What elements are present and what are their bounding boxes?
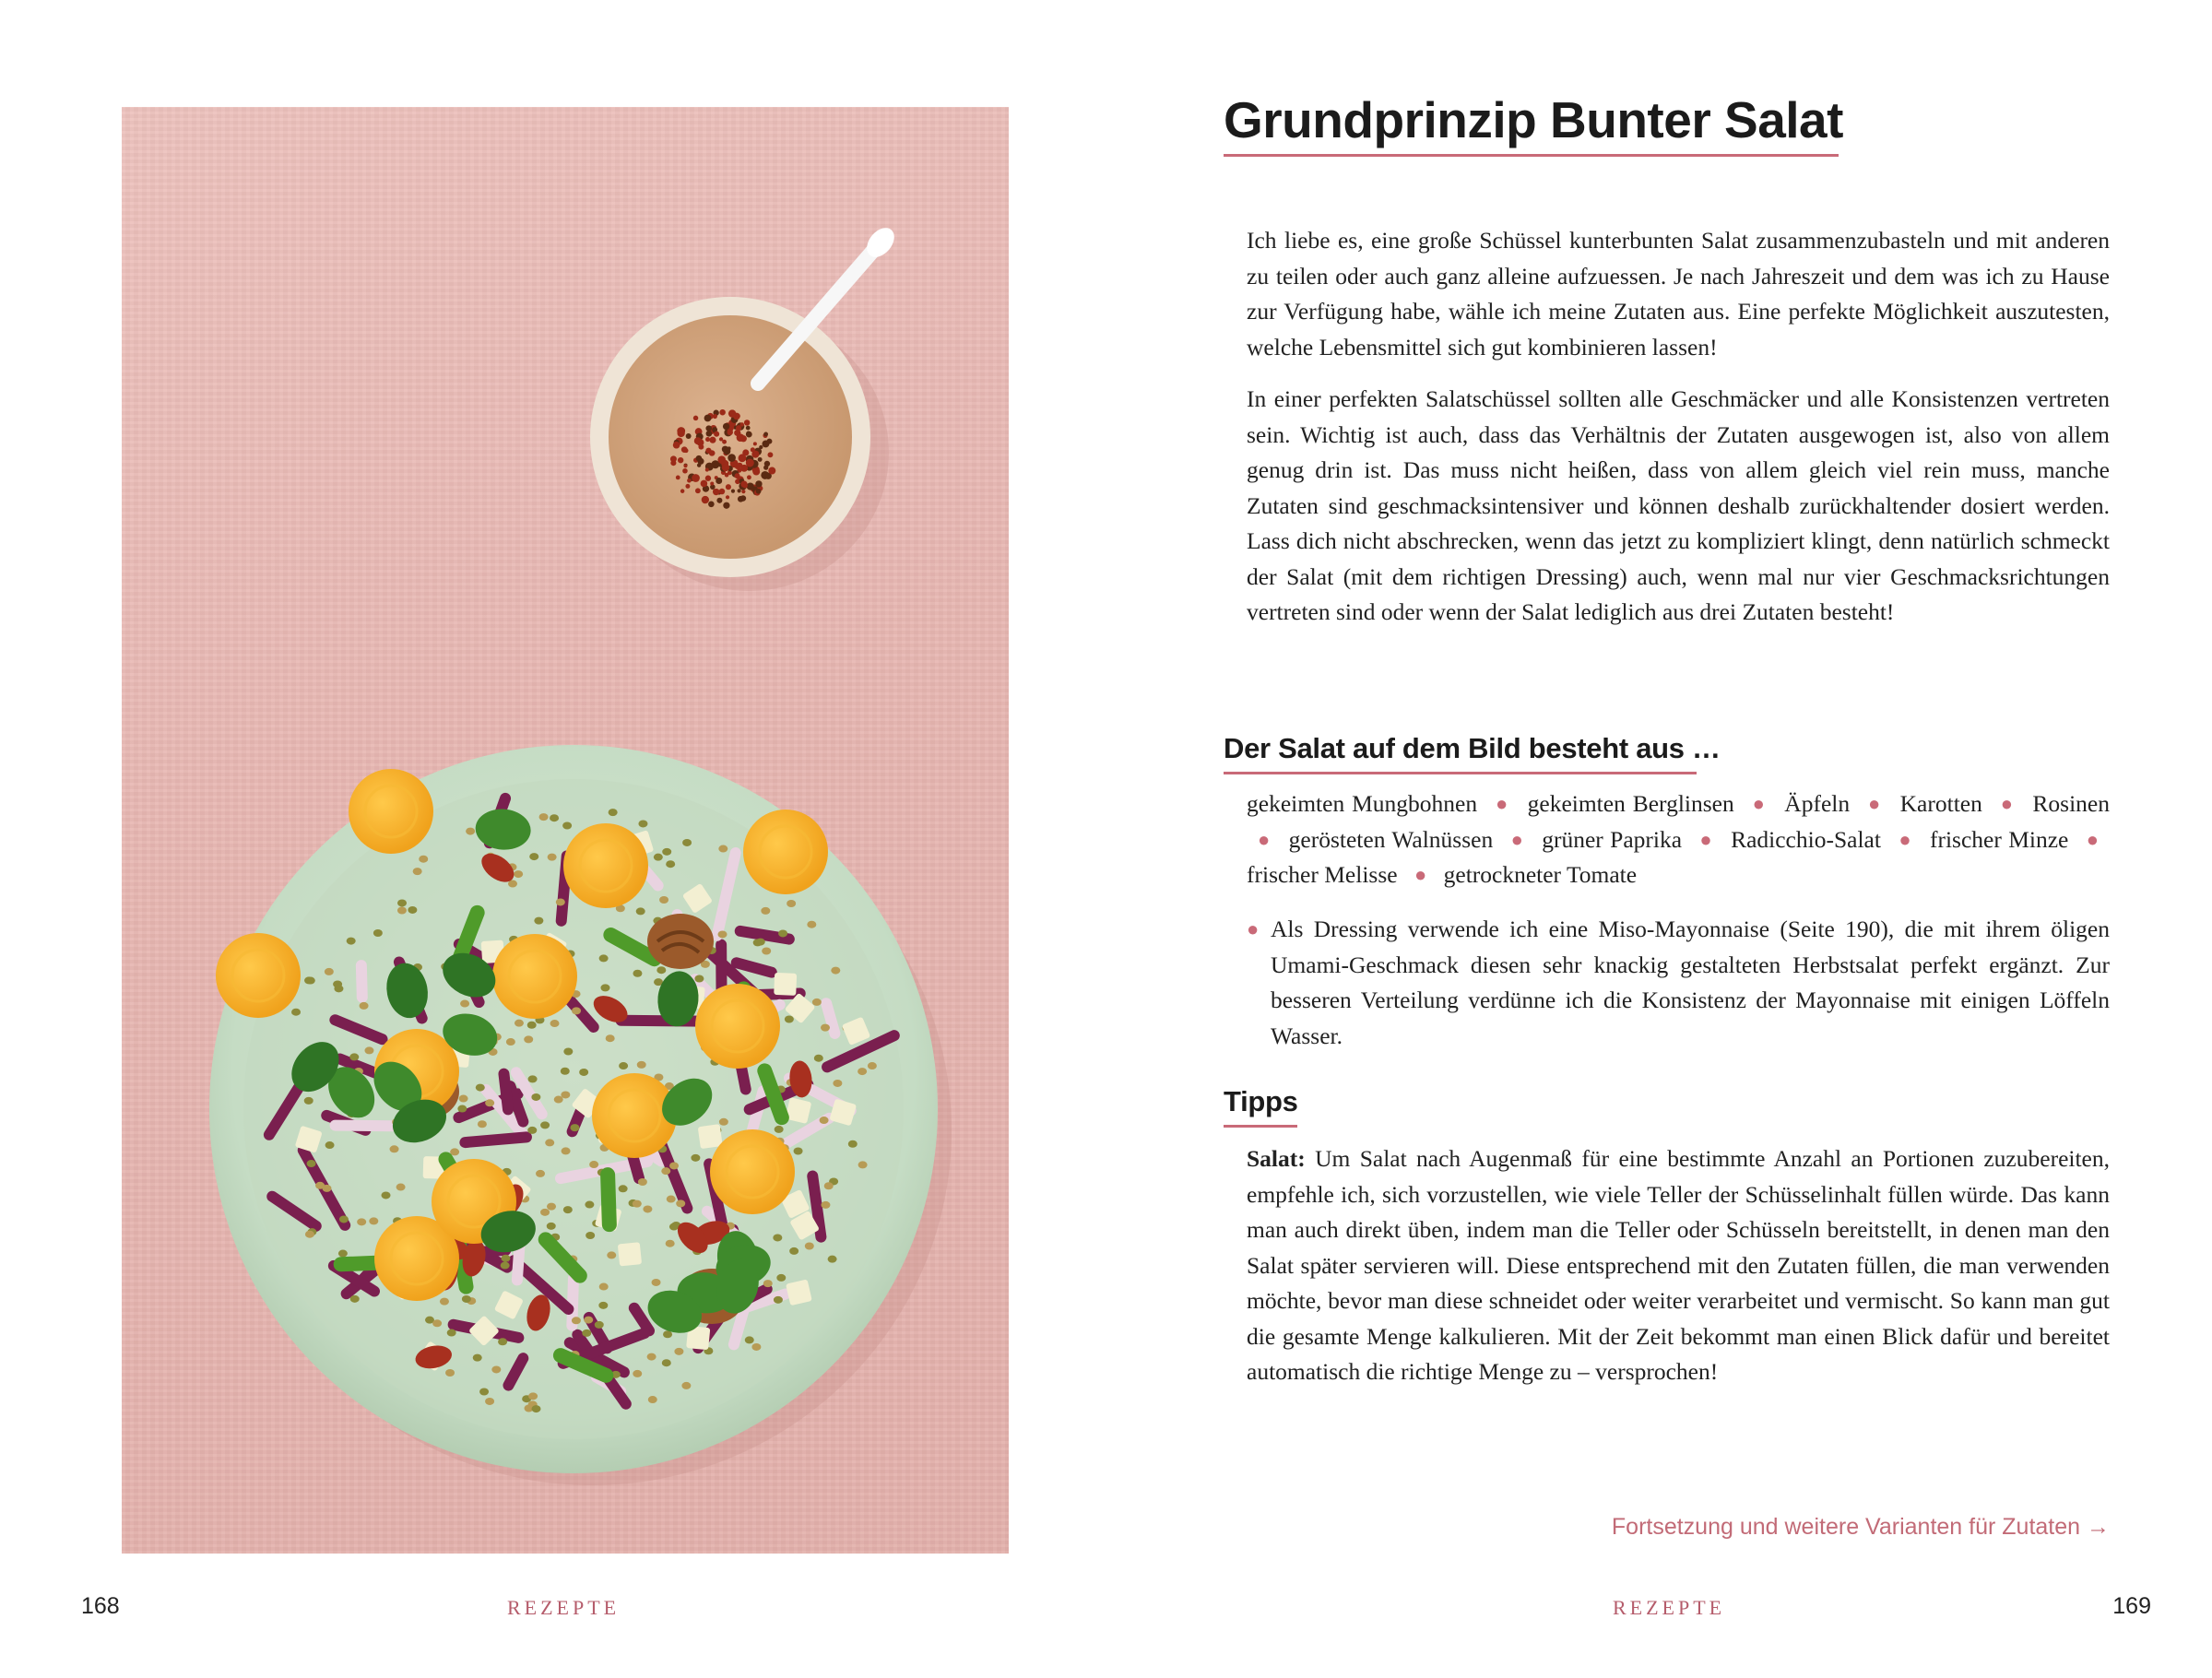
sprout bbox=[776, 1274, 786, 1282]
sprout bbox=[357, 1218, 366, 1225]
sprout bbox=[654, 854, 663, 861]
spice-grain bbox=[677, 427, 685, 435]
sprout bbox=[718, 845, 727, 853]
ingredient-item: grüner Paprika bbox=[1542, 825, 1683, 853]
sprout bbox=[599, 954, 609, 962]
arrow-right-icon: → bbox=[2087, 1514, 2110, 1540]
sprout bbox=[531, 1093, 540, 1101]
sprout bbox=[548, 854, 557, 861]
sprout bbox=[582, 1329, 591, 1337]
spice-grain bbox=[763, 432, 768, 437]
ingredients-heading-underline bbox=[1224, 772, 1697, 774]
sprout bbox=[563, 1206, 573, 1213]
sprout bbox=[528, 1392, 538, 1400]
sprout bbox=[561, 1091, 570, 1098]
sprout bbox=[563, 1047, 573, 1055]
carrot-slice bbox=[710, 1129, 795, 1214]
sprout bbox=[572, 1007, 581, 1014]
sprout bbox=[524, 1035, 533, 1043]
intro-paragraph-2-text: In einer perfekten Salatschüssel sollten alle Geschmäcker und alle Konsistenzen vertreten sein. Wichtig ist auch, dass das Verhältnis der Zutaten ausgewogen ist, also von allem genug drin ist. Das muss nicht heißen, dass von allem gleich viel rein muss, manche Zutaten sind geschmacksintensiver und können deshalb zurückhaltender dosiert werden. Lass dich nicht abschrecken, wenn das jetzt zu kompliziert klingt, denn natürlich schmeckt der Salat (mit dem richtigen Dressing) auch, wenn mal nur vier Geschmacksrichtungen vertreten sind oder wenn der Salat lediglich aus drei Zutaten besteht! bbox=[1247, 385, 2110, 625]
apple-cube bbox=[698, 1124, 723, 1149]
page-number-left: 168 bbox=[81, 1593, 120, 1619]
spice-grain bbox=[768, 467, 775, 475]
sprout bbox=[773, 1234, 782, 1241]
sprout bbox=[570, 1124, 579, 1131]
spice-grain bbox=[705, 476, 711, 481]
spice-grain bbox=[702, 496, 709, 503]
dressing-note bbox=[1247, 912, 2110, 1054]
sprout bbox=[440, 1298, 449, 1306]
carrot-slice bbox=[216, 933, 301, 1018]
sprout bbox=[719, 1118, 728, 1126]
spice-grain bbox=[706, 431, 713, 437]
dip-dressing bbox=[609, 315, 852, 559]
sprout bbox=[545, 1139, 554, 1146]
walnut bbox=[647, 914, 714, 969]
spice-grain bbox=[755, 480, 762, 487]
intro-paragraph-1 bbox=[1247, 223, 2110, 365]
sprout bbox=[599, 1283, 609, 1291]
sprout bbox=[501, 1255, 510, 1262]
spice-grain bbox=[722, 446, 728, 453]
sprout bbox=[584, 1317, 593, 1324]
sprout bbox=[322, 1185, 331, 1192]
sprout bbox=[528, 1075, 538, 1082]
sprout bbox=[347, 938, 356, 945]
spice-grain bbox=[738, 489, 741, 492]
sprout bbox=[539, 813, 549, 821]
separator-dot-icon: ● bbox=[2000, 792, 2015, 815]
sprout bbox=[789, 1247, 798, 1255]
spice-grain bbox=[722, 464, 729, 471]
carrot-slice bbox=[492, 934, 577, 1019]
sprout bbox=[445, 1369, 455, 1377]
spice-grain bbox=[756, 489, 762, 494]
spice-grain bbox=[705, 437, 710, 442]
sprout bbox=[527, 1022, 537, 1029]
sprout bbox=[633, 1200, 642, 1208]
sprout bbox=[774, 1296, 783, 1304]
tips-heading: Tipps bbox=[1224, 1085, 1298, 1117]
title-underline bbox=[1224, 154, 1839, 157]
spice-grain bbox=[736, 413, 740, 418]
spice-grain bbox=[685, 484, 690, 489]
spice-grain bbox=[767, 452, 773, 457]
ingredient-item: Radicchio-Salat bbox=[1731, 825, 1881, 853]
spice-grain bbox=[726, 484, 731, 490]
sprout bbox=[349, 1053, 359, 1060]
spice-grain bbox=[742, 483, 747, 488]
sprout bbox=[619, 1185, 628, 1192]
spice-grain bbox=[741, 490, 745, 493]
sprout bbox=[540, 1209, 550, 1216]
spice-grain bbox=[692, 474, 700, 482]
sprout bbox=[636, 907, 645, 915]
spice-grain bbox=[716, 498, 722, 503]
sprout bbox=[547, 1203, 556, 1211]
sprout bbox=[562, 1147, 571, 1154]
ingredient-item: getrockneter Tomate bbox=[1443, 861, 1638, 888]
sprout bbox=[450, 1148, 459, 1155]
separator-dot-icon: ● bbox=[1899, 827, 1912, 851]
sprout bbox=[763, 1280, 773, 1287]
spice-grain bbox=[746, 459, 754, 467]
ingredient-item: frischer Minze bbox=[1929, 825, 2069, 853]
spice-grain bbox=[744, 420, 750, 425]
spice-grain bbox=[684, 448, 689, 453]
sprout bbox=[609, 809, 618, 816]
sprout bbox=[305, 1231, 314, 1238]
spice-grain bbox=[737, 433, 745, 442]
carrot-slice bbox=[743, 809, 828, 894]
sprout bbox=[681, 1382, 691, 1389]
spice-grain bbox=[725, 473, 729, 478]
sprout bbox=[396, 1184, 406, 1191]
sprout bbox=[775, 1126, 784, 1133]
apple-cube bbox=[774, 973, 797, 996]
green-pepper-strip bbox=[600, 1167, 617, 1232]
sprout bbox=[432, 1319, 442, 1327]
tip-text: Um Salat nach Augenmaß für eine bestimmte Anzahl an Portionen zuzubereiten, empfehle ich, sich vorzustellen, wie viele Teller der Schüsselinhalt füllen würde. Das kann man auch direkt üben, indem man die Teller oder Schüsseln bereitstellt, in denen man den Salat später servieren will. Diese entsprechend mit den Zutaten füllen, die man verwenden möchte, bevor man diese schneidet oder weiter verarbeitet und vermischt. So kann man gut die gesamte Menge kalkulieren. Mit der Zeit bekommt man einen Blick dafür und bereitet automatisch die richtige Menge zu – versprochen! bbox=[1247, 1145, 2110, 1385]
sprout bbox=[325, 968, 334, 975]
ingredient-item: gekeimten Mungbohnen bbox=[1247, 790, 1478, 817]
spice-grain bbox=[698, 444, 704, 450]
spice-grain bbox=[759, 445, 763, 449]
spice-grain bbox=[751, 451, 759, 458]
sprout bbox=[805, 1242, 814, 1249]
sprout bbox=[595, 1321, 604, 1329]
spice-grain bbox=[710, 451, 715, 455]
sprout bbox=[848, 1140, 858, 1148]
sprout bbox=[397, 906, 407, 914]
tips-heading-underline bbox=[1224, 1125, 1297, 1128]
sprout bbox=[550, 1020, 560, 1027]
spice-grain bbox=[695, 488, 701, 493]
sprout bbox=[761, 907, 770, 915]
sprout bbox=[397, 899, 407, 906]
sprout bbox=[820, 1117, 829, 1124]
sprout bbox=[527, 1127, 537, 1134]
ingredient-item: Rosinen bbox=[2032, 790, 2110, 817]
spice-grain bbox=[716, 478, 722, 484]
sprout bbox=[633, 970, 642, 977]
separator-dot-icon: ● bbox=[1867, 792, 1882, 815]
sprout bbox=[633, 1370, 642, 1377]
sprout bbox=[807, 921, 816, 928]
sprout bbox=[828, 1256, 837, 1263]
spice-grain bbox=[742, 449, 749, 455]
spice-grain bbox=[701, 480, 708, 488]
spice-grain bbox=[708, 501, 715, 507]
sprout bbox=[459, 1095, 468, 1103]
radicchio-strip bbox=[615, 1015, 706, 1027]
separator-dot-icon: ● bbox=[1752, 792, 1767, 815]
sprout bbox=[657, 966, 666, 974]
spice-grain bbox=[740, 495, 747, 502]
spice-grain bbox=[747, 475, 751, 479]
sprout bbox=[479, 1388, 489, 1395]
sprout bbox=[460, 1000, 469, 1008]
sprout bbox=[638, 1178, 647, 1186]
separator-dot-icon: ● bbox=[1699, 827, 1713, 851]
sprout bbox=[515, 1020, 524, 1027]
sprout bbox=[598, 1302, 608, 1309]
sprout bbox=[501, 1262, 510, 1270]
sprout bbox=[514, 870, 523, 878]
spice-grain bbox=[723, 423, 729, 430]
sprout bbox=[666, 860, 675, 868]
spice-grain bbox=[710, 482, 714, 486]
spice-grain bbox=[737, 463, 742, 468]
sprout bbox=[579, 1069, 588, 1076]
sprout bbox=[350, 1295, 360, 1303]
sprout bbox=[662, 1359, 671, 1366]
sprout bbox=[589, 1161, 598, 1168]
sprout bbox=[338, 1250, 348, 1258]
sprout bbox=[858, 1161, 868, 1168]
separator-dot-icon: ● bbox=[1414, 863, 1427, 886]
sprout bbox=[447, 1329, 456, 1337]
spice-grain bbox=[736, 425, 741, 431]
sprout bbox=[831, 967, 840, 975]
spice-grain bbox=[683, 464, 687, 467]
spice-grain bbox=[686, 433, 692, 439]
continue-link-label: Fortsetzung und weitere Varianten für Zutaten bbox=[1611, 1514, 2081, 1540]
sprout bbox=[478, 1120, 487, 1128]
sprout bbox=[491, 1365, 501, 1373]
running-head-left: REZEPTE bbox=[507, 1596, 621, 1619]
ingredients-heading: Der Salat auf dem Bild besteht aus … bbox=[1224, 732, 1721, 764]
sprout bbox=[476, 1084, 485, 1092]
sprout bbox=[561, 1068, 570, 1075]
spice-grain bbox=[682, 468, 688, 474]
sprout bbox=[333, 980, 342, 987]
sprout bbox=[554, 1096, 563, 1104]
sprout bbox=[718, 930, 727, 938]
sprout bbox=[506, 1038, 515, 1046]
sprout bbox=[369, 1217, 378, 1224]
sprout bbox=[667, 1196, 676, 1203]
tip-label: Salat: bbox=[1247, 1145, 1306, 1172]
salad-photo bbox=[122, 107, 1009, 1554]
page-number-right: 169 bbox=[2112, 1593, 2151, 1619]
sprout bbox=[643, 1205, 652, 1212]
separator-dot-icon: ● bbox=[1258, 827, 1272, 851]
ingredients-list bbox=[1247, 786, 2110, 893]
spice-grain bbox=[752, 468, 760, 476]
sprout bbox=[304, 1097, 313, 1105]
sprout bbox=[638, 820, 647, 827]
sprout bbox=[666, 1240, 675, 1247]
ingredient-item: gerösteten Walnüssen bbox=[1288, 825, 1494, 853]
sprout bbox=[562, 821, 572, 829]
sprout bbox=[794, 1147, 803, 1154]
sprout bbox=[550, 814, 559, 821]
ingredient-item: gekeimten Berglinsen bbox=[1527, 790, 1734, 817]
ingredient-item: frischer Melisse bbox=[1247, 861, 1398, 888]
sprout bbox=[661, 1167, 670, 1175]
sprout bbox=[833, 1080, 842, 1087]
sprout bbox=[291, 1009, 301, 1016]
sprout bbox=[339, 1215, 349, 1223]
sprout bbox=[785, 1016, 794, 1023]
separator-dot-icon: ● bbox=[1495, 792, 1509, 815]
sprout bbox=[498, 1338, 507, 1345]
spice-grain bbox=[758, 457, 763, 462]
spice-grain bbox=[687, 479, 692, 483]
page-title: Grundprinzip Bunter Salat bbox=[1224, 91, 1843, 148]
spice-grain bbox=[719, 409, 726, 416]
sprout bbox=[390, 1145, 399, 1152]
sprout bbox=[824, 1182, 834, 1189]
sprout bbox=[821, 1024, 830, 1032]
sprout bbox=[485, 1099, 494, 1106]
continue-link[interactable] bbox=[1612, 1514, 2110, 1541]
sprout bbox=[691, 1154, 700, 1162]
sprout bbox=[360, 1002, 369, 1010]
sprout bbox=[778, 929, 787, 937]
sprout bbox=[547, 1223, 556, 1230]
tip-paragraph bbox=[1247, 1141, 2110, 1390]
running-head-right: REZEPTE bbox=[1613, 1596, 1726, 1619]
sprout bbox=[540, 1121, 550, 1129]
sprout bbox=[669, 1162, 679, 1169]
sprout bbox=[534, 917, 543, 925]
spice-grain bbox=[753, 442, 757, 445]
sprout bbox=[408, 906, 417, 914]
spice-grain bbox=[694, 437, 702, 444]
sprout bbox=[858, 1068, 867, 1075]
sprout bbox=[814, 1055, 823, 1062]
spice-grain bbox=[719, 489, 726, 495]
sprout bbox=[307, 1160, 316, 1167]
sprout bbox=[607, 1251, 616, 1258]
dressing-note-text: Als Dressing verwende ich eine Miso-Mayonnaise (Seite 190), die mit ihrem öligen Umami-Geschmack diesen sehr knackig gestalteten Herbstsalat perfekt ergänzt. Zur besseren Verteilung verdünne ich die Konsistenz der Mayonnaise mit einigen Löffeln Wasser. bbox=[1271, 916, 2110, 1049]
separator-dot-icon: ● bbox=[2086, 827, 2100, 851]
sprout bbox=[637, 1061, 646, 1069]
sprout bbox=[682, 839, 692, 846]
sprout bbox=[674, 1348, 683, 1355]
spice-grain bbox=[728, 409, 736, 417]
sprout bbox=[531, 1405, 540, 1412]
sprout bbox=[586, 1232, 595, 1239]
sprout bbox=[600, 984, 609, 991]
sprout bbox=[756, 939, 765, 946]
sprout bbox=[821, 1201, 830, 1209]
intro-paragraph-1-text: Ich liebe es, eine große Schüssel kunterbunten Salat zusammenzubasteln und mit anderen zu teilen oder auch ganz alleine aufzuessen. Je nach Jahreszeit und dem was ich zu Hause zur Verfügung habe, wähle ich meine Zutaten aus. Eine perfekte Möglichkeit auszutesten, welche Lebensmittel sich gut kombinieren lassen! bbox=[1247, 227, 2110, 360]
spice-grain bbox=[719, 437, 723, 441]
spice-grain bbox=[676, 475, 680, 479]
spice-grain bbox=[731, 490, 735, 493]
sprout bbox=[652, 1279, 661, 1286]
sprout bbox=[787, 900, 796, 907]
spice-grain bbox=[764, 461, 770, 467]
spice-grain bbox=[762, 441, 769, 448]
sprout bbox=[619, 1062, 628, 1069]
sprout bbox=[325, 1141, 335, 1149]
sprout bbox=[659, 896, 668, 904]
spice-grain bbox=[747, 482, 754, 490]
spice-grain bbox=[693, 416, 699, 421]
spice-grain bbox=[705, 467, 709, 471]
sprout bbox=[585, 1201, 594, 1209]
sprout bbox=[812, 999, 822, 1006]
spice-grain bbox=[697, 463, 701, 467]
spice-grain bbox=[709, 437, 716, 443]
sprout bbox=[473, 1354, 482, 1362]
spice-grain bbox=[696, 455, 703, 462]
bullet-icon: ● bbox=[1247, 917, 1260, 940]
sprout bbox=[762, 947, 771, 954]
carrot-slice bbox=[349, 769, 433, 854]
spice-grain bbox=[713, 414, 717, 419]
spice-grain bbox=[726, 495, 729, 499]
sprout bbox=[751, 1343, 761, 1351]
sprout bbox=[606, 1034, 615, 1042]
sprout bbox=[648, 1396, 657, 1403]
spice-grain bbox=[705, 425, 712, 431]
spice-grain bbox=[673, 442, 680, 449]
spice-grain bbox=[678, 457, 683, 463]
sprout bbox=[466, 828, 475, 835]
sprout bbox=[556, 898, 565, 905]
sprout bbox=[536, 1170, 545, 1177]
ingredient-item: Äpfeln bbox=[1784, 790, 1851, 817]
sprout bbox=[373, 929, 383, 937]
spice-grain bbox=[723, 502, 729, 509]
sprout bbox=[419, 856, 428, 863]
apple-cube bbox=[618, 1242, 642, 1266]
salad-photo-drawing bbox=[122, 107, 1009, 1554]
sprout bbox=[676, 1199, 685, 1207]
sprout bbox=[647, 1353, 657, 1361]
ingredient-item: Karotten bbox=[1899, 790, 1982, 817]
radicchio-strip bbox=[356, 960, 368, 1003]
sprout bbox=[572, 1317, 581, 1324]
sprout bbox=[868, 1062, 877, 1069]
spice-grain bbox=[680, 489, 685, 493]
sprout bbox=[529, 853, 538, 860]
sprout bbox=[485, 1398, 494, 1405]
carrot-slice bbox=[563, 823, 648, 908]
sprout bbox=[364, 1046, 373, 1054]
spice-grain bbox=[746, 431, 752, 438]
spice-grain bbox=[670, 455, 677, 462]
spice-grain bbox=[727, 454, 736, 462]
sprout bbox=[662, 848, 671, 856]
intro-paragraph-2 bbox=[1247, 382, 2110, 631]
spice-grain bbox=[746, 426, 751, 431]
sprout bbox=[413, 868, 422, 875]
spice-grain bbox=[704, 415, 712, 422]
sprout bbox=[462, 1295, 471, 1303]
sprout bbox=[694, 975, 704, 982]
sprout bbox=[745, 1336, 754, 1343]
sprout bbox=[306, 977, 315, 985]
sprout bbox=[382, 1191, 391, 1199]
spice-grain bbox=[713, 490, 716, 493]
carrot-slice bbox=[695, 984, 780, 1069]
spice-grain bbox=[714, 431, 719, 437]
sprout bbox=[457, 1105, 467, 1113]
separator-dot-icon: ● bbox=[1510, 827, 1524, 851]
